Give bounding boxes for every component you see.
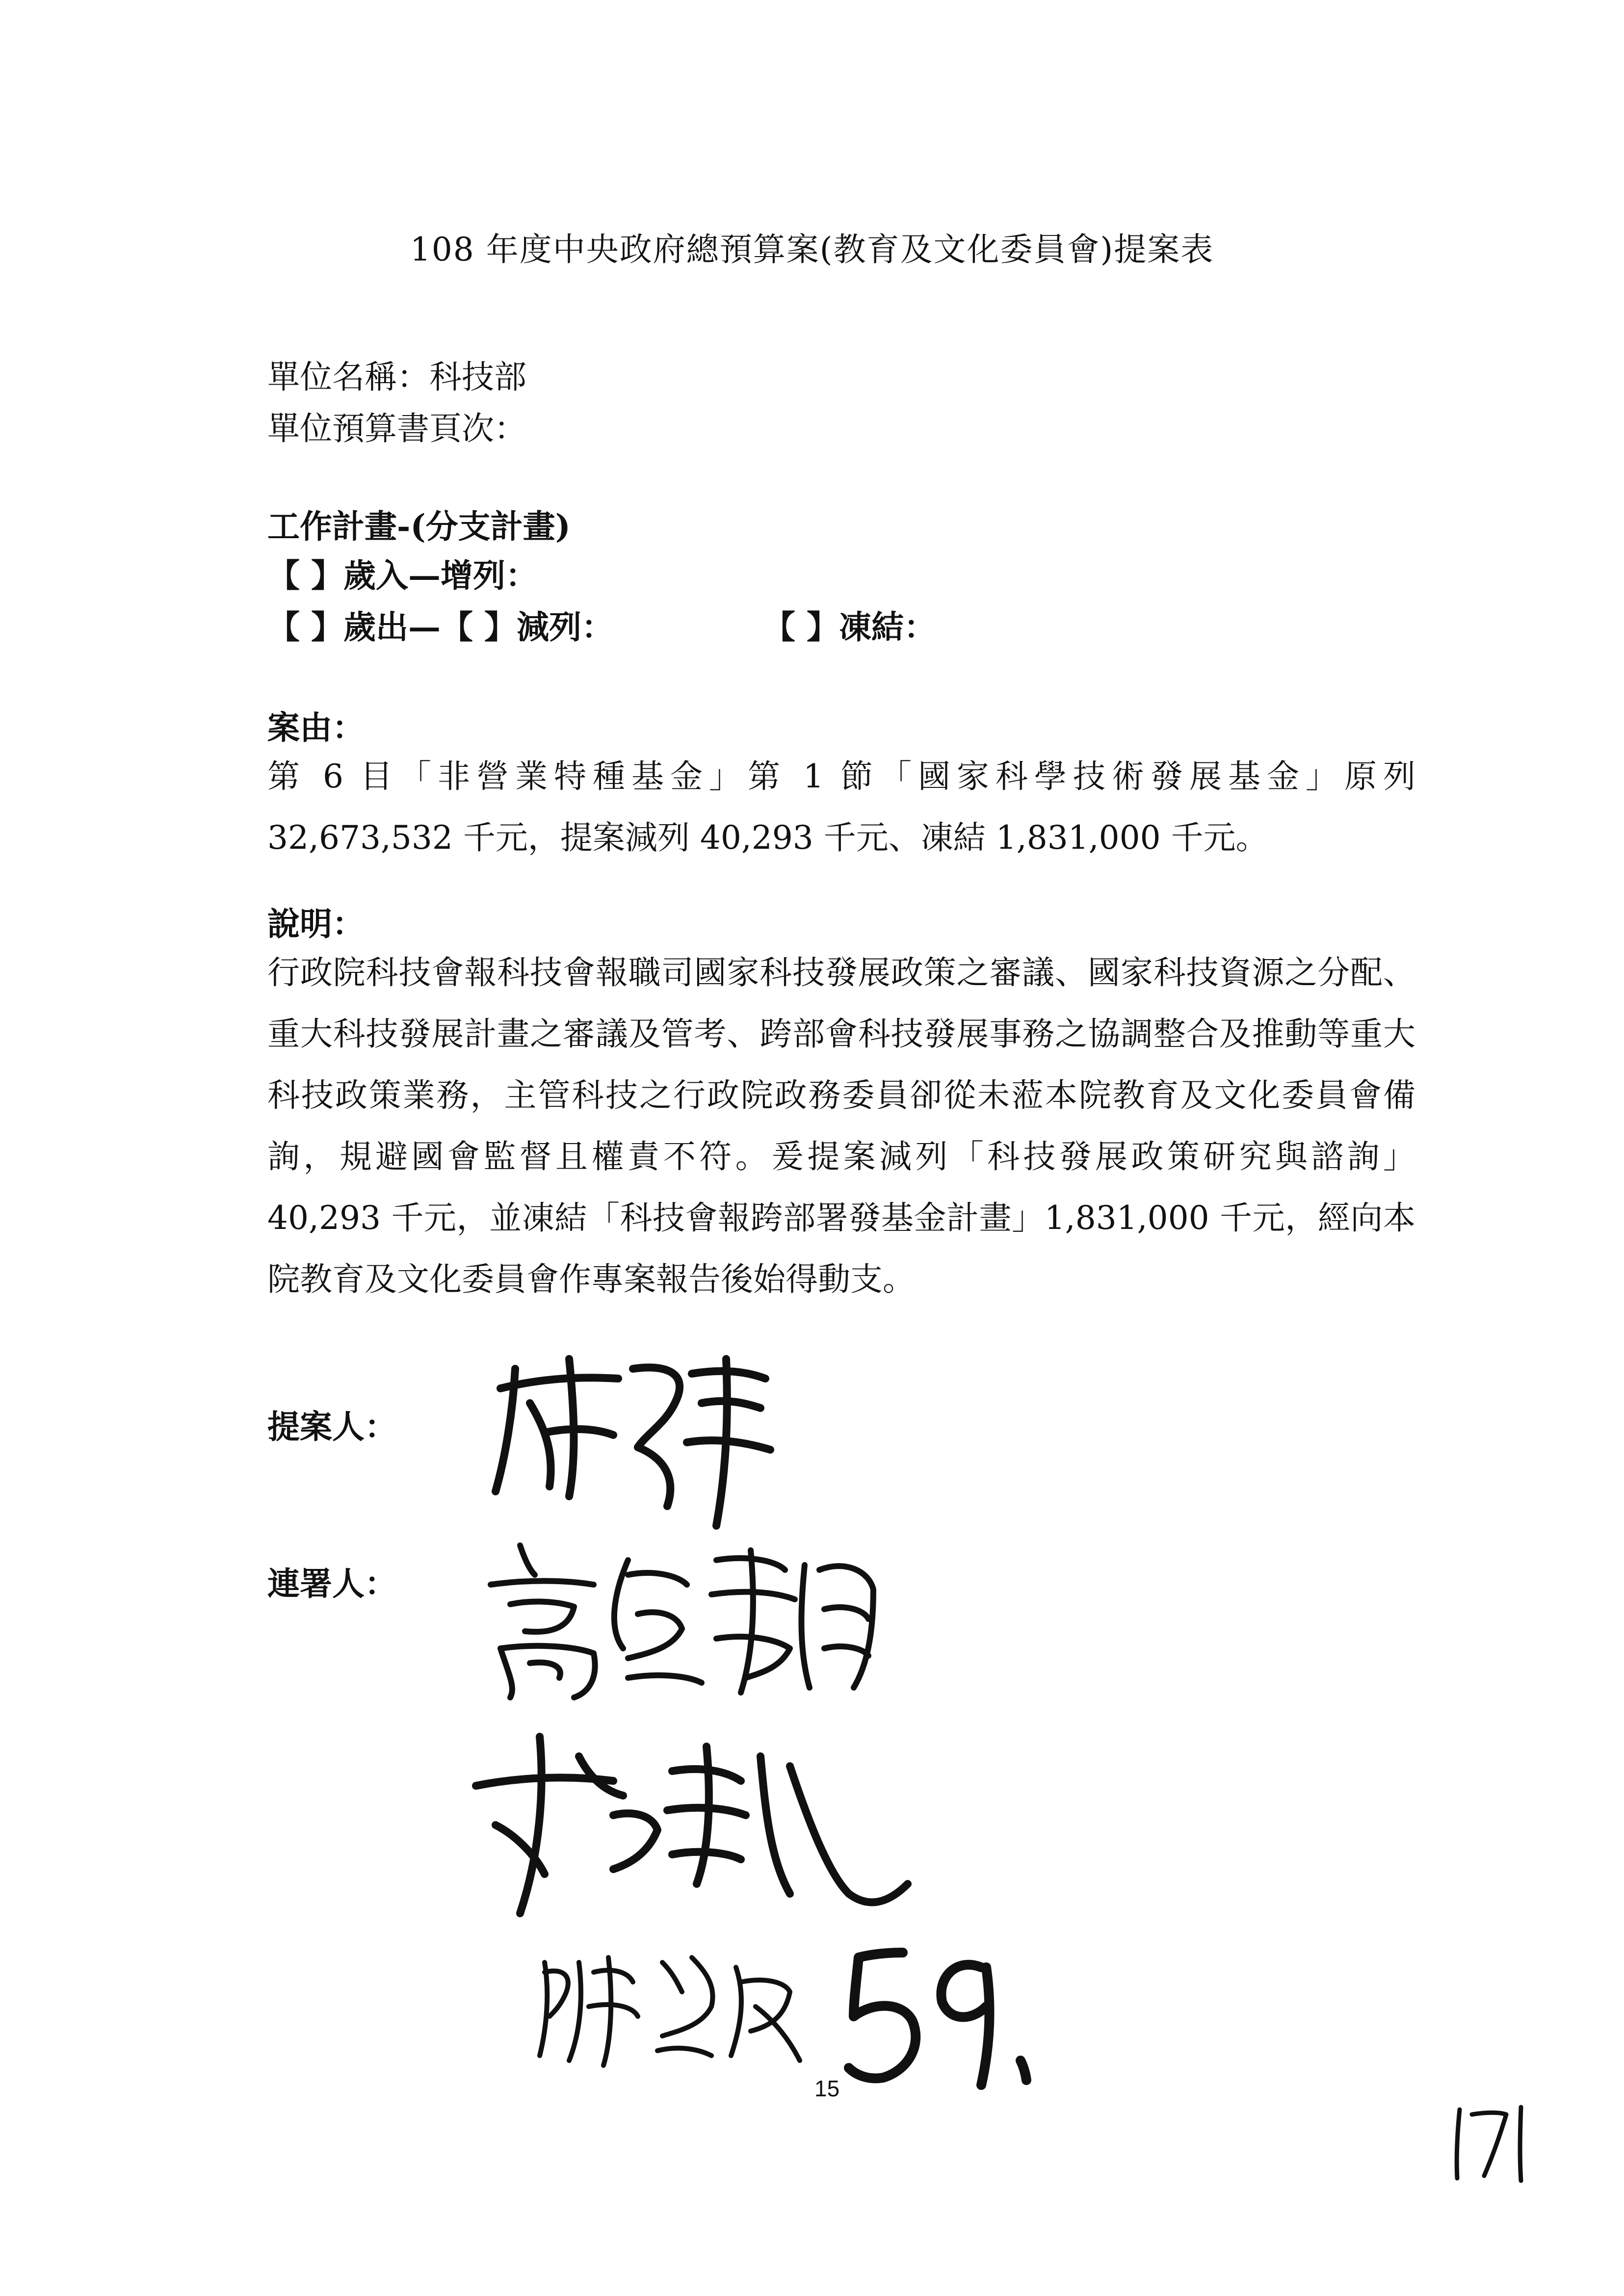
work-plan-label: 工作計畫-(分支計畫)	[267, 507, 571, 546]
corner-mark-drawing	[1442, 2095, 1531, 2183]
cosigner-signature-1	[481, 1531, 883, 1707]
page-number: 15	[814, 2076, 840, 2101]
freeze-label: 【 】凍結：	[763, 608, 936, 646]
reason-heading: 案由：	[267, 708, 365, 747]
proposer-label: 提案人：	[267, 1408, 397, 1446]
explanation-text: 行政院科技會報科技會報職司國家科技發展政策之審議、國家科技資源之分配、重大科技發展計畫之審議及管考、跨部會科技發展事務之協調整合及推動等重大科技政策業務，主管科技之行政院政務委員卻從未蒞本院教育及文化委員會備詢，規避國會監督且權責不符。爰提案減列「科技發展政策研究與諮詢」40,293 千元，並凍結「科技會報跨部署發基金計畫」1,831,000 千元，經向本院教育及文化委員會作專案報告後始得動支。	[267, 954, 1415, 1298]
explanation-heading: 說明：	[267, 905, 365, 943]
cosigner-label: 連署人：	[267, 1565, 397, 1603]
budget-page-label: 單位預算書頁次：	[267, 410, 526, 447]
cosigner-signature-3	[530, 1943, 805, 2070]
cosigner-signature-2	[466, 1727, 917, 1933]
document-title: 108 年度中央政府總預算案(教育及文化委員會)提案表	[410, 231, 1214, 268]
reason-text: 第 6 目「非營業特種基金」第 1 節「國家科學技術發展基金」原列 32,673,532 千元，提案減列 40,293 千元、凍結 1,831,000 千元。	[267, 757, 1415, 857]
expenditure-line: 【 】歲出—【 】減列：	[267, 608, 614, 646]
proposer-signature	[471, 1330, 775, 1536]
handwritten-number-drawing	[834, 1938, 1040, 2105]
revenue-line: 【 】歲入—增列：	[267, 556, 538, 595]
unit-name: 單位名稱：科技部	[267, 358, 526, 396]
